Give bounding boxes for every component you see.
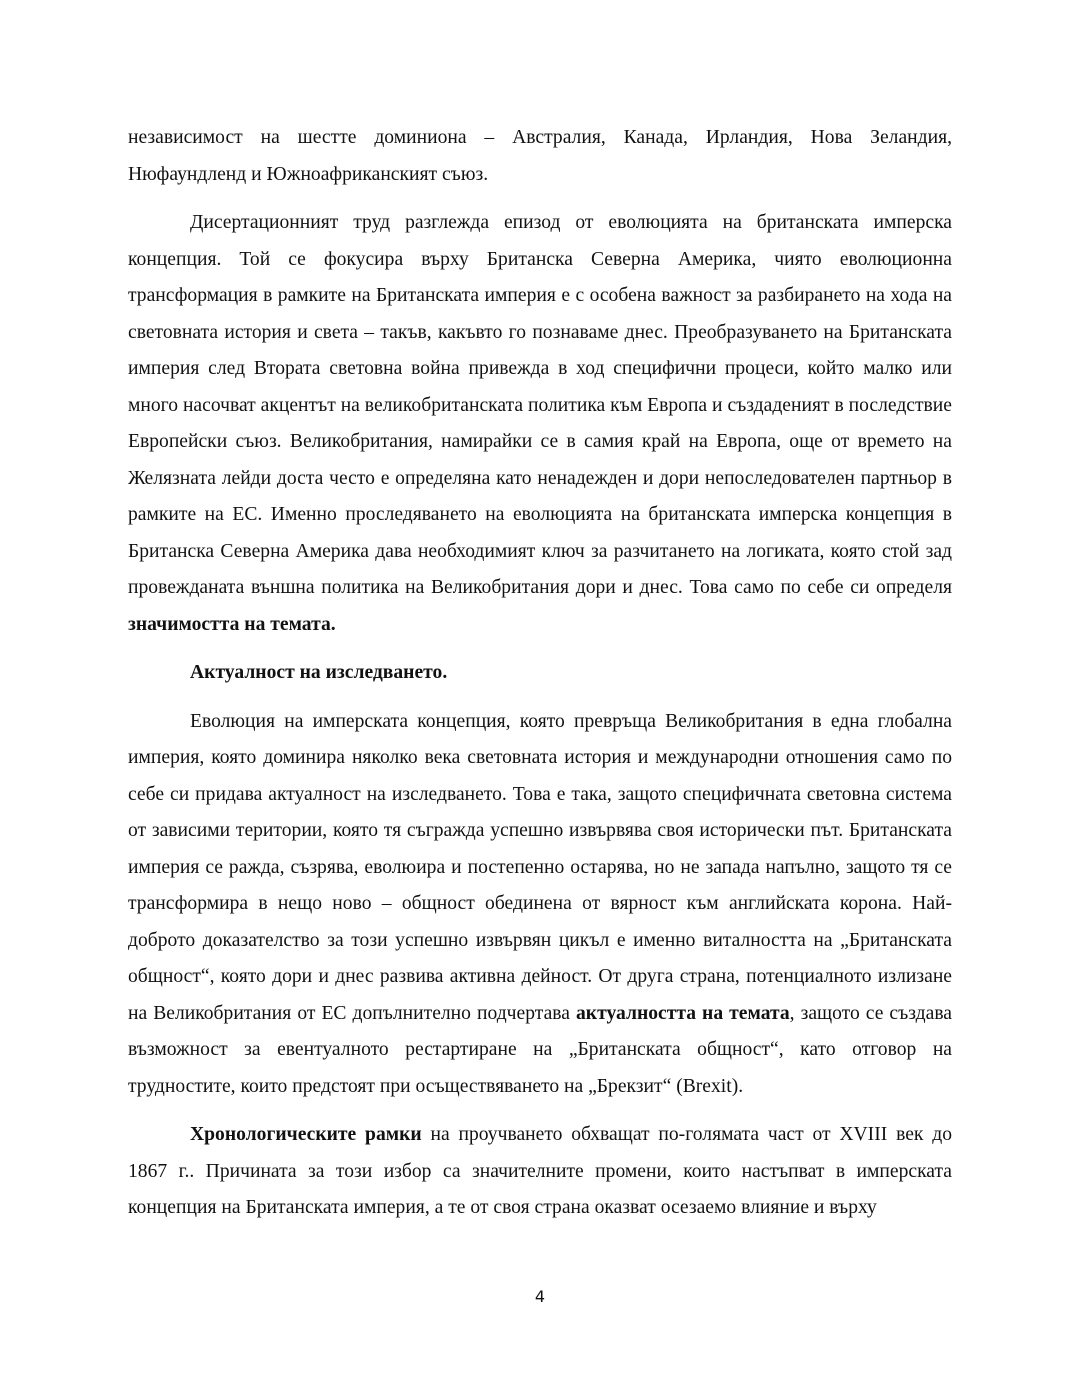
paragraph-text: Дисертационният труд разглежда епизод от еволюцията на британската имперска концепция. Той се фокусира върху Британска Северна Америка, чиято еволюционна трансформация в рамките на Британската империя е с особена важност за разбирането на хода на световната история и света – такъв, какъвто го познаваме днес. Преобразуването на Британската империя след Втората световна война привежда в ход специфични процеси, който малко или много насочват акцентът на великобританската политика към Европа и създаденият в последствие Европейски съюз. Великобритания, намирайки се в самия край на Европа, още от времето на Желязната лейди доста често е определяна като ненадежден и дори непоследователен партньор в рамките на ЕС. Именно проследяването на еволюцията на британската имперска концепция в Британска Северна Америка дава необходимият ключ за разчитането на логиката, която стой зад провежданата външна политика на Великобритания дори и днес. Това само по себе си определя: [128, 212, 952, 598]
paragraph-chronology: [128, 1117, 952, 1227]
section-heading-relevance: Актуалност на изследването.: [190, 662, 448, 683]
paragraph-relevance: [128, 704, 952, 1106]
paragraph-dissertation-scope: [128, 205, 952, 643]
page-number: 4: [534, 1287, 546, 1306]
paragraph-text: Еволюция на имперската концепция, която превръща Великобритания в една глобална империя, която доминира няколко века световната история и международни отношения само по себе си придава актуалност на изследването. Това е така, защото специфичната световна система от зависими територии, която тя съгражда успешно извървява своя исторически път. Британската империя се ражда, съзрява, еволюира и постепенно остарява, но не запада напълно, защото тя се трансформира в нещо ново – общност обединена от вярност към английската корона. Най-доброто доказателство за този успешно извървян цикъл е именно виталността на „Британската общност“, която дори и днес развива активна дейност. От друга страна, потенциалното излизане на Великобритания от ЕС допълнително подчертава: [128, 710, 952, 1024]
paragraph-text-continued: , защото се създава възможност за евентуалното рестартиране на „Британската общност“, като отговор на трудностите, които предстоят при осъществяването на „Брекзит“ (Brexit).: [128, 1002, 953, 1097]
bold-phrase-relevance: актуалността на темата: [576, 1002, 790, 1024]
document-page: [128, 120, 952, 1360]
bold-phrase-chronology: Хронологическите рамки: [190, 1124, 422, 1145]
paragraph-text: на проучването обхващат по-голямата част от XVIII век до 1867 г.. Причината за този избор са значителните промени, които настъпват в имперската концепция на Британската империя, а те от своя страна оказват осезаемо влияние и върху: [128, 1124, 952, 1218]
paragraph-dominions: [128, 120, 952, 193]
bold-phrase-significance: значимостта на темата.: [128, 613, 336, 635]
paragraph-text: независимост на шестте доминиона – Австралия, Канада, Ирландия, Нова Зеландия, Нюфаундленд и Южноафриканският съюз.: [128, 127, 952, 185]
